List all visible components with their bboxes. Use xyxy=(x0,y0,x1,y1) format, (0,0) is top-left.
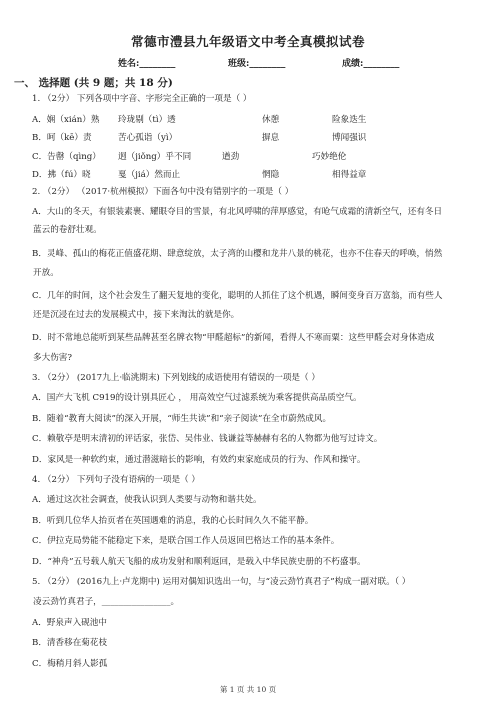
score-field-label: 成绩:________ xyxy=(342,59,400,69)
question-2-option-b: B．灵峰、孤山的梅花正值盛花期、肆意绽放，太子湾的山樱和龙井八景的桃花，也亦不住春天的呼唤，悄然 xyxy=(32,249,443,259)
question-5-option-b: B．清香移在菊花枝 xyxy=(32,638,108,648)
exam-title: 常德市澧县九年级语文中考全真模拟试卷 xyxy=(130,34,365,49)
question-4-option-d: D．“神舟”五号载人航天飞船的成功发射和顺利返回，是载入中华民族史册的不朽盛事。 xyxy=(32,557,366,567)
question-4-option-b: B．听到几位华人抬页者在英国遇难的消息，我的心长时间久久不能平静。 xyxy=(32,516,314,526)
question-2-option-c: C．几年的时间，这个社会发生了翻天复地的变化，聪明的人抓住了这个机遇，瞬间变身百万富翁，而有些人 xyxy=(32,291,443,301)
name-field-label: 姓名:________ xyxy=(118,59,176,69)
question-2-option-a-cont: 蓝云的卷舒壮观。 xyxy=(33,225,102,235)
question-5-option-c: C．梅稍月斜人影孤 xyxy=(32,659,108,669)
question-1-stem: 1. （2分） 下列各项中字音、字形完全正确的一项是（ ） xyxy=(32,94,252,104)
student-info-row xyxy=(118,56,438,70)
question-2-stem: 2. （2分） （2017·杭州模拟）下面各句中没有错别字的一项是（ ） xyxy=(32,187,294,197)
page-footer: 第 1 页 共 10 页 xyxy=(219,685,277,694)
question-2-option-c-cont: 还是沉浸在过去的发展模式中，接下来淘汰的就是你。 xyxy=(33,310,240,320)
question-2-option-b-cont: 开放。 xyxy=(33,268,59,278)
question-5-couplet-line: 凌云劲竹真君子，________________。 xyxy=(33,597,180,607)
question-4-stem: 4. （2分） 下列句子没有语病的一项是（ ） xyxy=(32,475,200,485)
question-3-option-d: D．家风是一种软约束，通过潜滋暗长的影响，有效约束家庭成员的行为、作风和操守。 xyxy=(32,455,366,465)
exam-page: 常德市澧县九年级语文中考全真模拟试卷 姓名:________ 班级:________ 成绩:________ 一、 选择题 (共 9 题；共 18 分) 1. （2分） 下列各项中字音、字形完全正确的一项是（ ） A．娴（xián）熟 玲珑剔（tì）透 休憩 险象迭生 B．呵（kē）责 苦心孤诣（yì） 摒息 博闻强识 C．告罄（qìng） 迥（jiǒng）乎不同 遒劲 巧妙绝伦 D．拂（fú）晓 戛（jiá）然而止 惘隐 相得益章 2. （2分） （2017·杭州模拟）下面各句中没有错别字的一项是（ ） A．大山的冬天，有银装素裹、耀眼夺目的雪景，有北风呼啸的萍厚感觉，有呛气成霜的清新空气，还有冬日 蓝云的卷舒壮观。 B．灵峰、孤山的梅花正值盛花期、肆意绽放，太子湾的山樱和龙井八景的桃花，也亦不住春天的呼唤，悄然 开放。 C．几年的时间，这个社会发生了翻天复地的变化，聪明的人抓住了这个机遇，瞬间变身百万富翁，而有些人 还是沉浸在过去的发展模式中，接下来淘汰的就是你。 D．时不常地总能听到某些品牌甚至名牌衣物“甲醛超标”的新闻，看得人不寒而粟：这些甲醛会对身体造成 多大伤害? 3. （2分） (2017九上·临洮期末) 下列划线的成语使用有错误的一项是（ ） A．国产大飞机 C919的设计别具匠心 ， 用高效空气过滤系统为乘客提供高品质空气。 B．随着“教育大阅读”的深入开展，“师生共读”和“亲子阅读”在全市蔚然成风。 C．赖敬亭是明末清初的评话家，张岱、吴伟业、钱谦益等赫赫有名的人物都为他写过诗文。 D．家风是一种软约束，通过潜滋暗长的影响，有效约束家庭成员的行为、作风和操守。 4. （2分） 下列句子没有语病的一项是（ ） A．通过这次社会调查，使我认识到人类要与动物和谐共处。 B．听到几位华人抬页者在英国遇难的消息，我的心长时间久久不能平静。 C．伊拉克局势能不能稳定下来，是联合国工作人员返回巴格达工作的基本条件。 D．“神舟”五号载人航天飞船的成功发射和顺利返回，是载入中华民族史册的不朽盛事。 5. （2分） (2016九上·卢龙期中) 运用对偶知识选出一句，与“凌云劲竹真君子”构成一副对联。（ ） 凌云劲竹真君子，________________。 A．野泉声入砚池中 B．清香移在菊花枝 C．梅稍月斜人影孤 第 1 页 共 10 页 xyxy=(0,0,496,702)
question-3-option-b: B．随着“教育大阅读”的深入开展，“师生共读”和“亲子阅读”在全市蔚然成风。 xyxy=(32,414,332,424)
question-5-option-a: A．野泉声入砚池中 xyxy=(32,618,107,628)
question-5-stem: 5. （2分） (2016九上·卢龙期中) 运用对偶知识选出一句，与“凌云劲竹真君子”构成一副对联。（ ） xyxy=(32,577,411,587)
question-3-option-a: A．国产大飞机 C919的设计别具匠心 ， 用高效空气过滤系统为乘客提供高品质空气。 xyxy=(32,393,362,403)
class-field-label: 班级:________ xyxy=(228,59,286,69)
question-3-stem: 3. （2分） (2017九上·临洮期末) 下列划线的成语使用有错误的一项是（ ） xyxy=(32,373,320,383)
section-heading: 一、 选择题 (共 9 题；共 18 分) xyxy=(14,77,173,89)
question-2-option-d-cont: 多大伤害? xyxy=(33,353,72,363)
question-4-option-c: C．伊拉克局势能不能稳定下来，是联合国工作人员返回巴格达工作的基本条件。 xyxy=(32,536,340,546)
question-2-option-d: D．时不常地总能听到某些品牌甚至名牌衣物“甲醛超标”的新闻，看得人不寒而粟：这些甲醛会对身体造成 xyxy=(32,333,435,343)
question-4-option-a: A．通过这次社会调查，使我认识到人类要与动物和谐共处。 xyxy=(32,495,262,505)
question-2-option-a: A．大山的冬天，有银装素裹、耀眼夺目的雪景，有北风呼啸的萍厚感觉，有呛气成霜的清新空气，还有冬日 xyxy=(32,207,443,217)
question-3-option-c: C．赖敬亭是明末清初的评话家，张岱、吴伟业、钱谦益等赫赫有名的人物都为他写过诗文。 xyxy=(32,434,383,444)
